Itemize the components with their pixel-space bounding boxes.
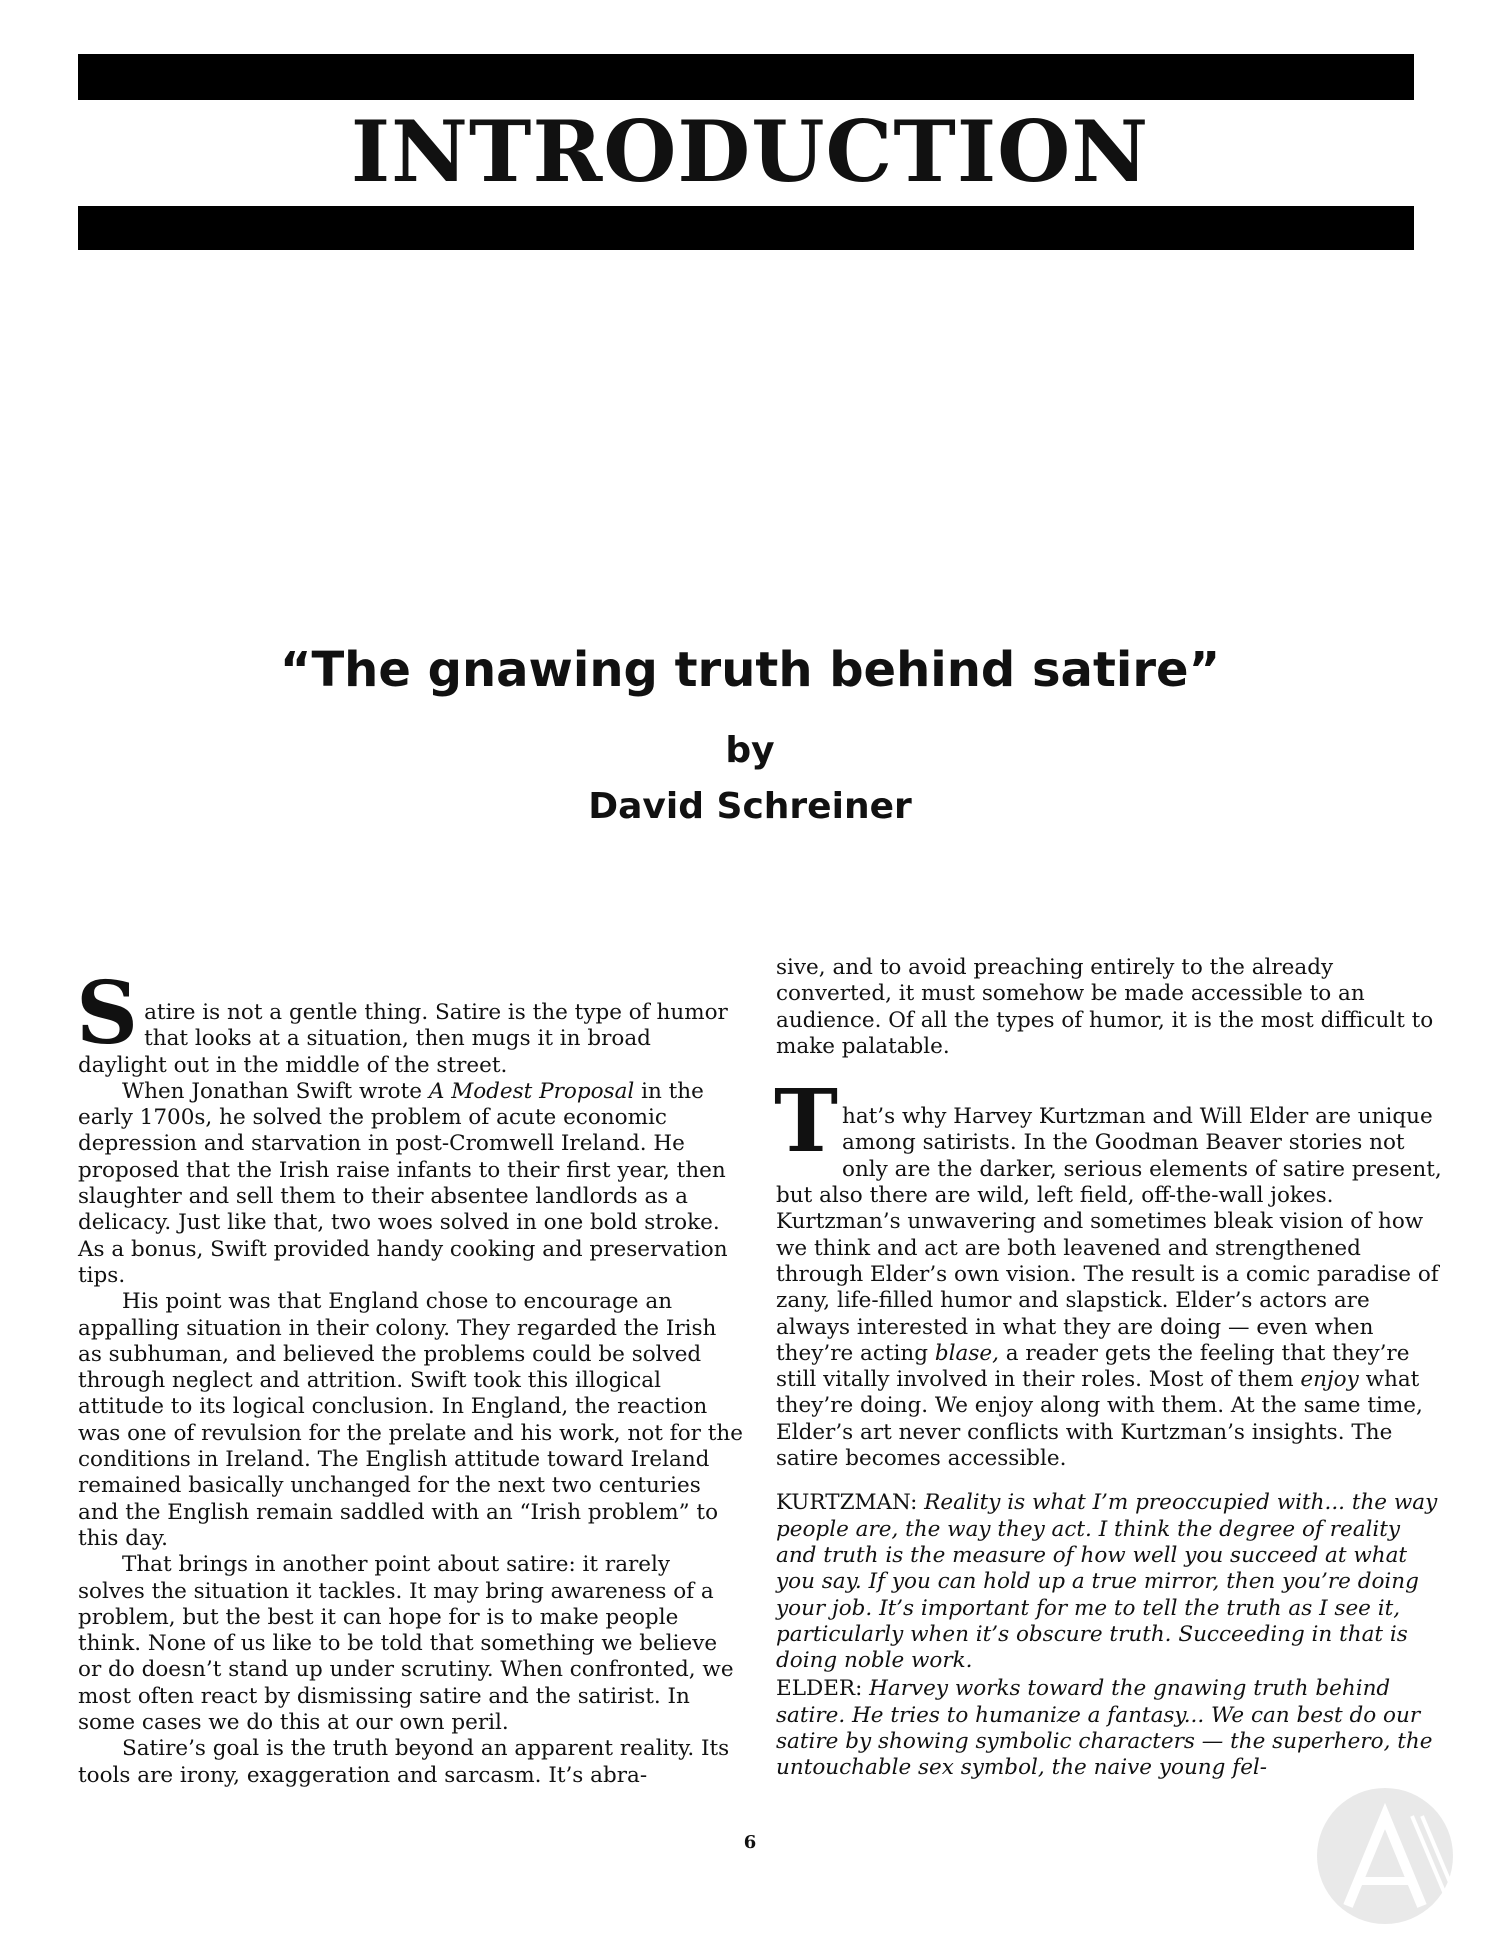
right-column <box>776 955 1446 1782</box>
page-number: 6 <box>743 1832 757 1853</box>
paragraph-text: a reader gets the feeling that they’re still vitally involved in their roles. Most of them <box>776 1340 1410 1393</box>
book-title: A Modest Proposal <box>428 1078 635 1104</box>
paragraph: That brings in another point about satire: it rarely solves the situation it tackles. It may bring awareness of a problem, but the best it can hope for is to make people think. None of us like to be told that something we believe or do doesn’t stand up under scrutiny. When confronted, we most often react by dismissing satire and the satirist. In some cases we do this at our own peril. <box>78 1552 734 1736</box>
paragraph <box>78 1079 743 1289</box>
emphasis: enjoy <box>1300 1367 1359 1393</box>
byline-by: by <box>725 730 775 771</box>
speaker-label: ELDER: <box>776 1676 863 1702</box>
paragraph-text: hat’s why Harvey Kurtzman and Will Elder are unique among satirists. In the Goodman Beaver stories not only are the darker, serious elements of satire present, but also there are wild, left field, off-the-wall jokes. Kurtzman’s unwavering and sometimes bleak vision of how we think and act are both leavened and strengthened through Elder’s own vision. The result is a comic paradise of zany, life-filled humor and slapstick. Elder’s actors are always interested in what they are doing — even when they’re acting <box>776 1104 1442 1366</box>
paragraph <box>774 1071 1446 1472</box>
drop-cap: T <box>774 1071 838 1173</box>
quote-text: Reality is what I’m preoccupied with... the way people are, the way they act. I think the degree of reality and truth is the measure of how well you succeed at what you say. If you can hold up a true mirror, then you’re doing your job. It’s important for me to tell the truth as I see it, particularly when it’s obscure truth. Succeeding in that is doing noble work. <box>776 1490 1438 1674</box>
emphasis: blase, <box>934 1340 999 1366</box>
paragraph-text: in the early 1700s, he solved the problem of acute economic depression and starvation in post-Cromwell Ireland. He proposed that the Irish raise infants to their first year, then slaughter and sell them to their absentee landlords as a delicacy. Just like that, two woes solved in one bold stroke. As a bonus, Swift provided handy cooking and preservation tips. <box>78 1078 728 1288</box>
archive-logo-icon <box>1290 1776 1480 1926</box>
header-bar-top <box>78 54 1414 100</box>
quote-elder <box>776 1676 1446 1781</box>
paragraph <box>76 963 743 1079</box>
paragraph: His point was that England chose to encourage an appalling situation in their colony. They regarded the Irish as subhuman, and believed the problems could be solved through neglect and attrition. Swift took this illogical attitude to its logical conclusion. In England, the reaction was one of revulsion for the prelate and his work, not for the conditions in Ireland. The English attitude toward Ireland remained basically unchanged for the next two centuries and the English remain saddled with an “Irish problem” to this day. <box>78 1289 743 1551</box>
speaker-label: KURTZMAN: <box>776 1490 918 1516</box>
paragraph: Satire’s goal is the truth beyond an apparent reality. Its tools are irony, exaggeration and sarcasm. It’s abra- <box>78 1736 730 1788</box>
paragraph-text: atire is not a gentle thing. Satire is the type of humor that looks at a situation, then mugs it in broad daylight out in the middle of the street. <box>78 1000 728 1078</box>
paragraph: sive, and to avoid preaching entirely to the already converted, it must somehow be made accessible to an audience. Of all the types of humor, it is the most difficult to make palatable. <box>776 955 1434 1059</box>
quote-text: Harvey works toward the gnawing truth behind satire. He tries to humanize a fantasy... We can best do our satire by showing symbolic characters — the superhero, the untouchable sex symbol, the naive young fel- <box>776 1676 1433 1781</box>
byline-author: David Schreiner <box>588 786 912 827</box>
paragraph-text: When Jonathan Swift wrote <box>122 1078 429 1104</box>
quote-kurtzman <box>776 1490 1446 1674</box>
paragraph-text: what they’re doing. We enjoy along with them. At the same time, Elder’s art never conflicts with Kurtzman’s insights. The satire becomes accessible. <box>776 1367 1423 1472</box>
drop-cap: S <box>76 963 139 1064</box>
article-headline: “The gnawing truth behind satire” <box>279 642 1221 698</box>
page-title: INTRODUCTION <box>350 102 1150 201</box>
left-column <box>76 963 743 1789</box>
header-bar-bottom <box>78 206 1414 250</box>
